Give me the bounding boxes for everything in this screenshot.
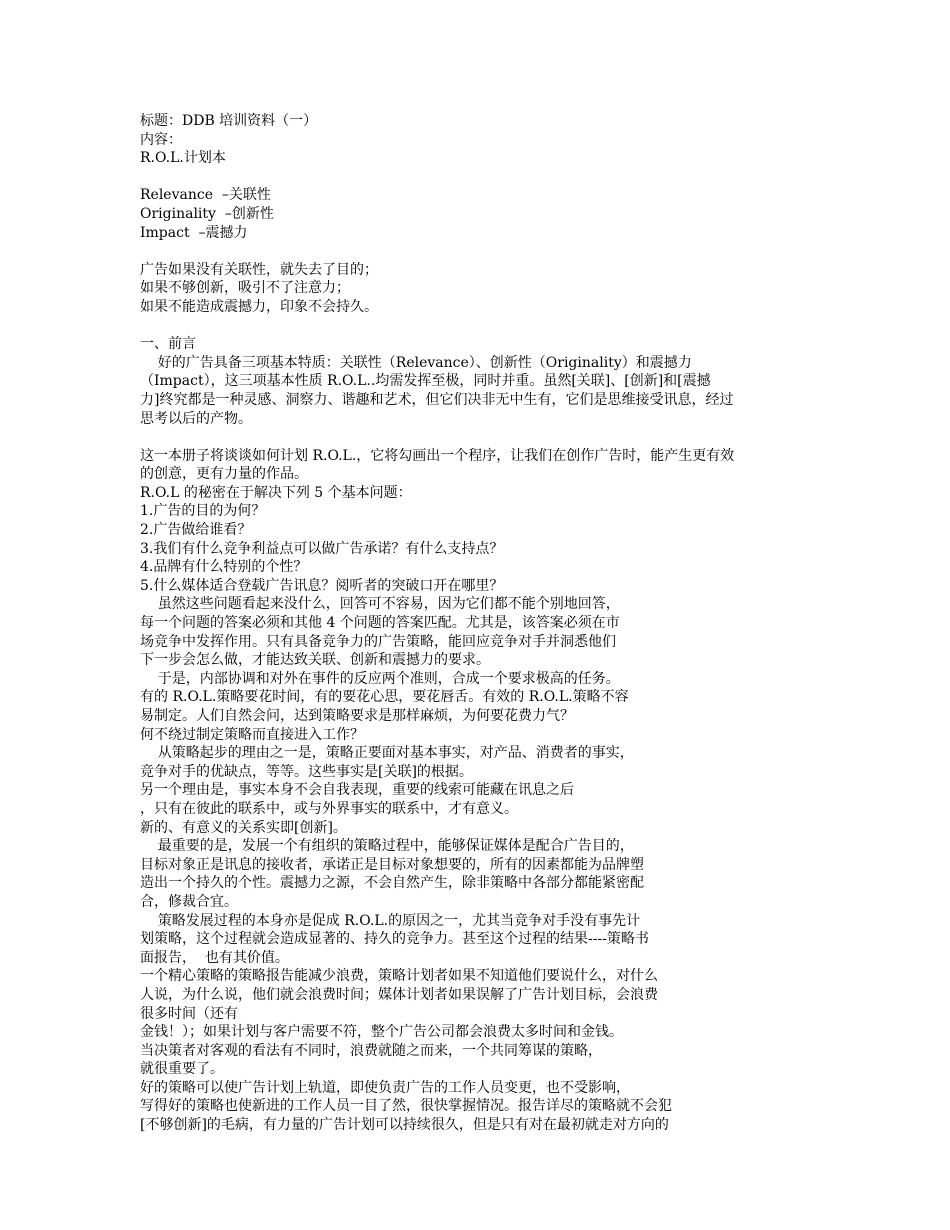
text-line: 一个精心策略的策略报告能减少浪费，策略计划者如果不知道他们要说什么，对什么	[140, 968, 658, 985]
text-line: 好的广告具备三项基本特质：关联性（Relevance）、创新性（Originality）和震撼力	[140, 354, 692, 371]
text-line: 内容：	[140, 131, 182, 148]
text-line: 好的策略可以使广告计划上轨道，即使负责广告的工作人员变更，也不受影响，	[140, 1079, 630, 1096]
blank-line	[140, 242, 820, 261]
text-line: 的创意，更有力量的作品。	[140, 466, 308, 483]
text-line: 3.我们有什么竞争利益点可以做广告承诺？有什么支持点？	[140, 540, 504, 557]
text-line: 何不绕过制定策略而直接进入工作？	[140, 726, 364, 743]
text-line: 造出一个持久的个性。震撼力之源，不会自然产生，除非策略中各部分都能紧密配	[140, 875, 644, 892]
text-line: Impact –震撼力	[140, 224, 248, 241]
text-line: 合，修裁合宜。	[140, 893, 238, 910]
text-line: 一、前言	[140, 336, 196, 353]
text-line: 当决策者对客观的看法有不同时，浪费就随之而来，一个共同筹谋的策略，	[140, 1042, 602, 1059]
text-line: 人说，为什么说，他们就会浪费时间；媒体计划者如果误解了广告计划目标，会浪费	[140, 986, 658, 1003]
text-line: [不够创新]的毛病，有力量的广告计划可以持续很久，但是只有对在最初就走对方向的	[140, 1117, 669, 1134]
text-line: R.O.L.计划本	[140, 150, 226, 167]
text-line: 思考以后的产物。	[140, 410, 252, 427]
text-line: 5.什么媒体适合登载广告讯息？阅听者的突破口开在哪里？	[140, 577, 504, 594]
text-line: R.O.L 的秘密在于解决下列 5 个基本问题：	[140, 484, 412, 501]
text-line: ，只有在彼此的联系中，或与外界事实的联系中，才有意义。	[140, 800, 518, 817]
text-line: 易制定。人们自然会问，达到策略要求是那样麻烦，为何要花费力气？	[140, 708, 574, 724]
text-line: 力]终究都是一种灵感、洞察力、谐趣和艺术，但它们决非无中生有，它们是思维接受讯息，经过	[140, 391, 734, 408]
text-line: 有的 R.O.L.策略要花时间，有的要花心思，要花唇舌。有效的 R.O.L.策略不容	[140, 689, 629, 706]
text-line: 每一个问题的答案必须和其他 4 个问题的答案匹配。尤其是，该答案必须在市	[140, 615, 620, 632]
text-line: 4.品牌有什么特别的个性？	[140, 559, 308, 576]
text-line: 如果不能造成震撼力，印象不会持久。	[140, 298, 378, 315]
text-line: 1.广告的目的为何？	[140, 503, 266, 520]
text-line: 广告如果没有关联性，就失去了目的；	[140, 261, 378, 278]
text-line: 场竞争中发挥作用。只有具备竞争力的广告策略，能回应竞争对手并洞悉他们	[140, 633, 616, 650]
text-line: 竞争对手的优缺点，等等。这些事实是[关联]的根据。	[140, 763, 473, 780]
text-line: 很多时间（还有	[140, 1005, 238, 1022]
blank-line	[140, 428, 820, 447]
text-line: 虽然这些问题看起来没什么，回答可不容易，因为它们都不能个别地回答，	[140, 596, 620, 613]
text-line: 从策略起步的理由之一是，策略正要面对基本事实，对产品、消费者的事实，	[140, 745, 634, 762]
text-line: Originality –创新性	[140, 205, 274, 222]
text-line: 标题：DDB 培训资料（一）	[140, 113, 318, 129]
text-line: 这一本册子将谈谈如何计划 R.O.L.，它将勾画出一个程序，让我们在创作广告时，能产生更有效	[140, 447, 735, 464]
text-line: 面报告， 也有其价值。	[140, 949, 289, 966]
text-line: 写得好的策略也使新进的工作人员一目了然，很快掌握情况。报告详尽的策略就不会犯	[140, 1098, 672, 1115]
blank-line	[140, 168, 820, 187]
text-line: 就很重要了。	[140, 1061, 224, 1078]
text-line: 策略发展过程的本身亦是促成 R.O.L.的原因之一，尤其当竞争对手没有事先计	[140, 912, 641, 929]
blank-line	[140, 317, 820, 336]
text-line: 下一步会怎么做，才能达致关联、创新和震撼力的要求。	[140, 652, 490, 669]
text-line: 另一个理由是，事实本身不会自我表现，重要的线索可能藏在讯息之后	[140, 782, 574, 799]
text-line: 划策略，这个过程就会造成显著的、持久的竞争力。甚至这个过程的结果----策略书	[140, 931, 649, 948]
text-line: 新的、有意义的关系实即[创新]。	[140, 819, 347, 836]
text-line: 目标对象正是讯息的接收者，承诺正是目标对象想要的，所有的因素都能为品牌塑	[140, 856, 644, 873]
text-line: 于是，内部协调和对外在事件的反应两个准则，合成一个要求极高的任务。	[140, 670, 620, 687]
text-line: Relevance –关联性	[140, 187, 271, 204]
text-line: 最重要的是，发展一个有组织的策略过程中，能够保证媒体是配合广告目的，	[140, 838, 634, 855]
text-line: 如果不够创新，吸引不了注意力；	[140, 280, 350, 297]
text-line: 金钱！）；如果计划与客户需要不符，整个广告公司都会浪费太多时间和金钱。	[140, 1024, 623, 1041]
text-line: （Impact），这三项基本性质 R.O.L..均需发挥至极，同时并重。虽然[关联]、[创新]和[震撼	[140, 373, 711, 390]
text-line: 2.广告做给谁看？	[140, 522, 252, 539]
document-body	[140, 112, 820, 1135]
